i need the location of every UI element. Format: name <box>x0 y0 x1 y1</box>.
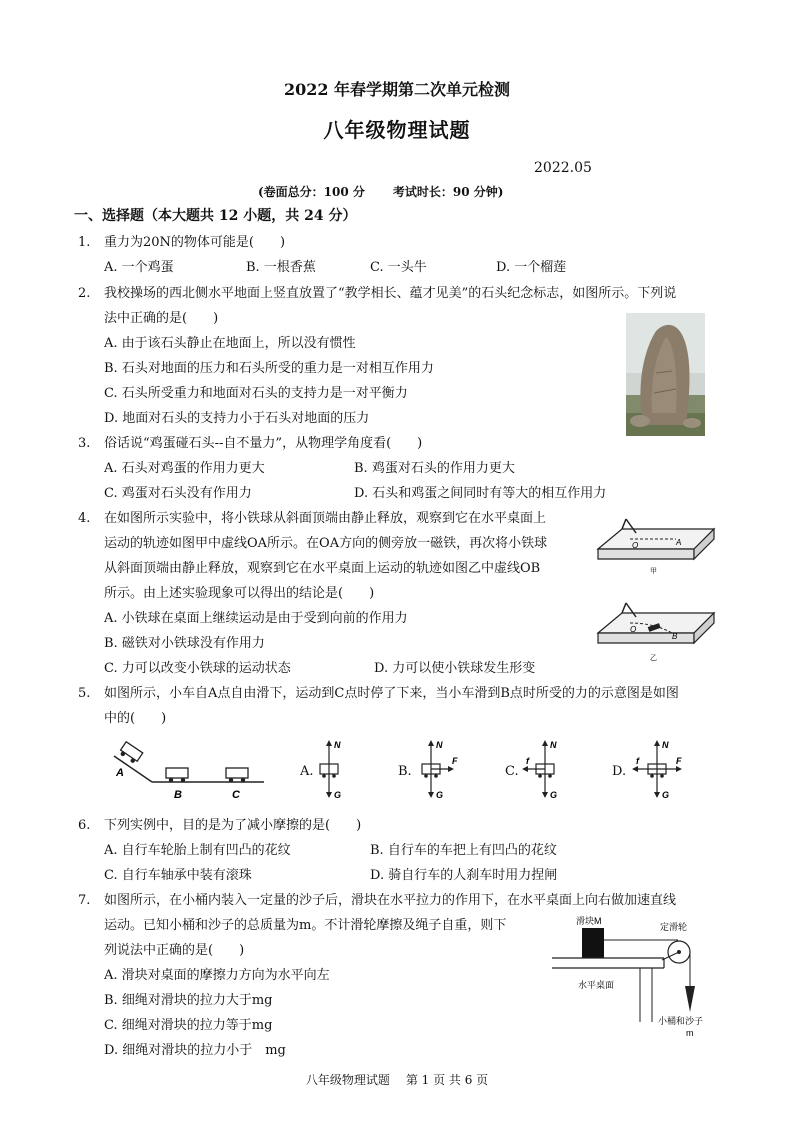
option-c-label: C. <box>505 764 519 779</box>
force-diagram-a <box>316 738 352 802</box>
total-score: (卷面总分：100 分 <box>258 185 365 199</box>
force-f-small: f <box>636 756 639 766</box>
force-n: N <box>334 740 341 750</box>
label-slider: 滑块M <box>576 916 602 926</box>
force-g: G <box>436 790 444 800</box>
option-a: A. 自行车轮胎上制有凹凸的花纹 <box>104 843 291 858</box>
duration: 考试时长：90 分钟) <box>392 185 504 199</box>
question-text-line: 所示。由上述实验现象可以得出的结论是( ) <box>104 586 375 601</box>
question-number: 7. <box>78 893 91 908</box>
question-number: 1. <box>78 235 91 250</box>
fig-label-a: A <box>676 538 682 547</box>
exam-info <box>258 184 531 200</box>
question-text-line: 法中正确的是( ) <box>104 311 219 326</box>
question-number: 6. <box>78 818 91 833</box>
force-f-small: f <box>526 756 529 766</box>
question-text-line: 运动的轨迹如图甲中虚线OA所示。在OA方向的侧旁放一磁铁，再次将小铁球 <box>104 536 548 551</box>
force-diagram-d <box>626 738 688 802</box>
option-d: D. 力可以使小铁球发生形变 <box>374 661 536 676</box>
exam-date: 2022.05 <box>534 160 592 176</box>
pulley-figure <box>548 912 724 1042</box>
section-heading: 一、选择题（本大题共 12 小题，共 24 分） <box>74 208 357 224</box>
question-text-line: 中的( ) <box>104 711 167 726</box>
option-b: B. 磁铁对小铁球没有作用力 <box>104 636 265 651</box>
page-footer <box>0 1072 794 1088</box>
option-a: A. 由于该石头静止在地面上，所以没有惯性 <box>104 336 356 351</box>
question-text-line: 如图所示，小车自A点自由滑下，运动到C点时停了下来，当小车滑到B点时所受的力的示意图是如图 <box>104 686 679 701</box>
exam-subtitle: 八年级物理试题 <box>323 118 471 142</box>
question-text-line: 在如图所示实验中，将小铁球从斜面顶端由静止释放，观察到它在水平桌面上 <box>104 511 547 526</box>
slope-cart-figure <box>108 738 270 802</box>
option-b: B. 一根香蕉 <box>246 260 316 275</box>
question-number: 3. <box>78 436 91 451</box>
option-b: B. 石头对地面的压力和石头所受的重力是一对相互作用力 <box>104 361 434 376</box>
force-n: N <box>436 740 443 750</box>
option-d: D. 一个榴莲 <box>496 260 567 275</box>
fig-label-b: B <box>672 632 678 641</box>
option-b: B. 细绳对滑块的拉力大于mg <box>104 993 273 1008</box>
label-table: 水平桌面 <box>578 980 615 990</box>
force-diagram-c <box>518 738 568 802</box>
option-c: C. 自行车轴承中装有滚珠 <box>104 868 252 883</box>
force-diagram-b <box>414 738 466 802</box>
label-pulley: 定滑轮 <box>660 922 688 932</box>
option-a: A. 小铁球在桌面上继续运动是由于受到向前的作用力 <box>104 611 408 626</box>
question-text: 重力为20N的物体可能是( ) <box>104 235 286 250</box>
force-g: G <box>662 790 670 800</box>
question-text-line: 运动。已知小桶和沙子的总质量为m。不计滑轮摩擦及绳子自重，则下 <box>104 918 507 933</box>
option-b: B. 鸡蛋对石头的作用力更大 <box>354 461 515 476</box>
force-f: F <box>452 756 458 766</box>
option-c: C. 细绳对滑块的拉力等于mg <box>104 1018 273 1033</box>
question-number: 4. <box>78 511 91 526</box>
question-text-line: 从斜面顶端由静止释放，观察到它在水平桌面上运动的轨迹如图乙中虚线OB <box>104 561 541 576</box>
option-d: D. 骑自行车的人刹车时用力捏闸 <box>370 868 558 883</box>
question-text-line: 列说法中正确的是( ) <box>104 943 245 958</box>
footer-page: 第 1 页 共 6 页 <box>405 1073 489 1087</box>
option-c: C. 鸡蛋对石头没有作用力 <box>104 486 252 501</box>
fig-label-o2: O <box>630 625 637 634</box>
option-d-label: D. <box>612 764 627 779</box>
option-a: A. 石头对鸡蛋的作用力更大 <box>104 461 265 476</box>
fig-label-a: A <box>116 767 124 779</box>
fig-label-c: C <box>232 789 240 801</box>
ramp-table-figure <box>592 515 720 677</box>
label-bucket: 小桶和沙子 <box>658 1016 704 1026</box>
force-n: N <box>662 740 669 750</box>
label-mass: m <box>686 1028 694 1038</box>
option-c: C. 力可以改变小铁球的运动状态 <box>104 661 291 676</box>
option-b: B. 自行车的车把上有凹凸的花纹 <box>370 843 557 858</box>
question-text: 俗话说“鸡蛋碰石头--自不量力”，从物理学角度看( ) <box>104 436 423 451</box>
option-c: C. 一头牛 <box>370 260 427 275</box>
fig-label-jia: 甲 <box>650 568 657 575</box>
option-b-label: B. <box>398 764 412 779</box>
fig-label-o: O <box>632 541 639 550</box>
force-n: N <box>550 740 557 750</box>
question-number: 5. <box>78 686 91 701</box>
option-a: A. 一个鸡蛋 <box>104 260 174 275</box>
footer-exam: 八年级物理试题 <box>305 1073 390 1087</box>
force-g: G <box>550 790 558 800</box>
question-text-line: 我校操场的西北侧水平地面上竖直放置了“教学相长、蕴才见美”的石头纪念标志，如图所示。下列说 <box>104 286 677 301</box>
question-number: 2. <box>78 286 91 301</box>
option-d: D. 地面对石头的支持力小于石头对地面的压力 <box>104 411 370 426</box>
question-text-line: 如图所示，在小桶内装入一定量的沙子后，滑块在水平拉力的作用下，在水平桌面上向右做加速直线 <box>104 893 677 908</box>
exam-title: 2022 年春学期第二次单元检测 <box>283 80 511 99</box>
option-d: D. 细绳对滑块的拉力小于 mg <box>104 1043 286 1058</box>
force-f: F <box>676 756 682 766</box>
option-a: A. 滑块对桌面的摩擦力方向为水平向左 <box>104 968 330 983</box>
fig-label-yi: 乙 <box>650 655 657 662</box>
fig-label-b: B <box>174 789 182 801</box>
question-text: 下列实例中，目的是为了减小摩擦的是( ) <box>104 818 362 833</box>
force-g: G <box>334 790 342 800</box>
option-c: C. 石头所受重力和地面对石头的支持力是一对平衡力 <box>104 386 408 401</box>
option-a-label: A. <box>300 764 314 779</box>
stone-monument-photo <box>626 313 705 436</box>
option-d: D. 石头和鸡蛋之间同时有等大的相互作用力 <box>354 486 607 501</box>
